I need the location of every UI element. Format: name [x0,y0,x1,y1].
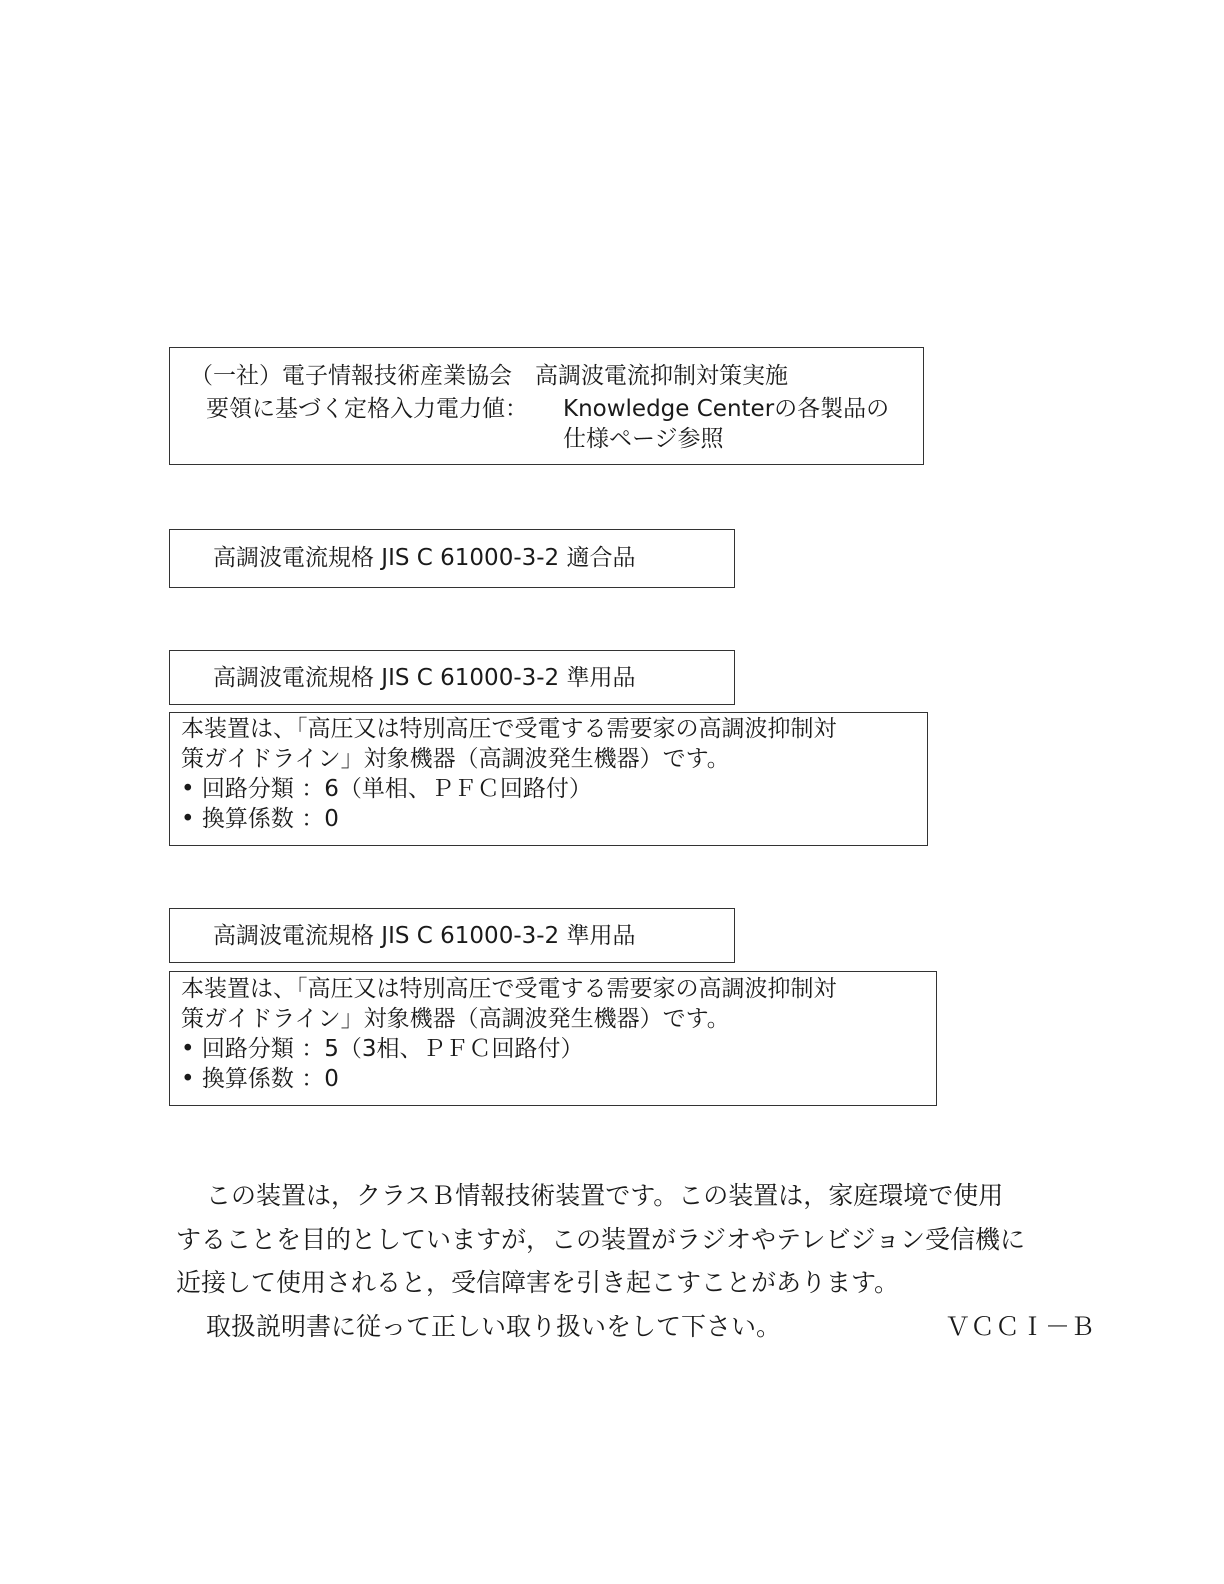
harmonic-semi-desc-1-line1: 本装置は、「高圧又は特別高圧で受電する需要家の高調波抑制対 [181,716,837,742]
rating-notice-label: 要領に基づく定格入力電力値： [206,396,528,422]
harmonic-semi-title-1: 高調波電流規格 JIS C 61000-3-2 準用品 [213,665,636,691]
vcci-statement-line4: 取扱説明書に従って正しい取り扱いをして下さい。 [206,1312,782,1341]
rating-notice-value-line1: Knowledge Centerの各製品の [563,396,890,422]
harmonic-semi-circuit-class-2: • 回路分類 ：5（3相、ＰＦＣ回路付） [181,1036,584,1062]
rating-notice-value-line2: 仕様ページ参照 [563,426,724,452]
harmonic-semi-title-2: 高調波電流規格 JIS C 61000-3-2 準用品 [213,923,636,949]
harmonic-semi-desc-1-line2: 策ガイドライン」対象機器（高調波発生機器）です。 [181,746,730,772]
harmonic-semi-desc-2-line2: 策ガイドライン」対象機器（高調波発生機器）です。 [181,1006,730,1032]
harmonic-semi-desc-2-line1: 本装置は、「高圧又は特別高圧で受電する需要家の高調波抑制対 [181,976,837,1002]
vcci-statement-line3: 近接して使用されると，受信障害を引き起こすことがあります。 [176,1268,900,1297]
harmonic-semi-circuit-class-1: • 回路分類 ：6（単相、ＰＦＣ回路付） [181,776,592,802]
harmonic-semi-conversion-factor-2: • 換算係数 ：0 [181,1066,339,1092]
vcci-statement-line2: することを目的としていますが，この装置がラジオやテレビジョン受信機に [176,1225,1026,1254]
vcci-statement-line1: この装置は，クラスＢ情報技術装置です。この装置は，家庭環境で使用 [206,1181,1004,1210]
harmonic-semi-conversion-factor-1: • 換算係数 ：0 [181,806,339,832]
vcci-class-mark: ＶＣＣＩ－Ｂ [945,1312,1096,1341]
rating-notice-line1: （一社）電子情報技術産業協会 高調波電流抑制対策実施 [190,363,788,389]
harmonic-compliant-title: 高調波電流規格 JIS C 61000-3-2 適合品 [213,545,636,571]
